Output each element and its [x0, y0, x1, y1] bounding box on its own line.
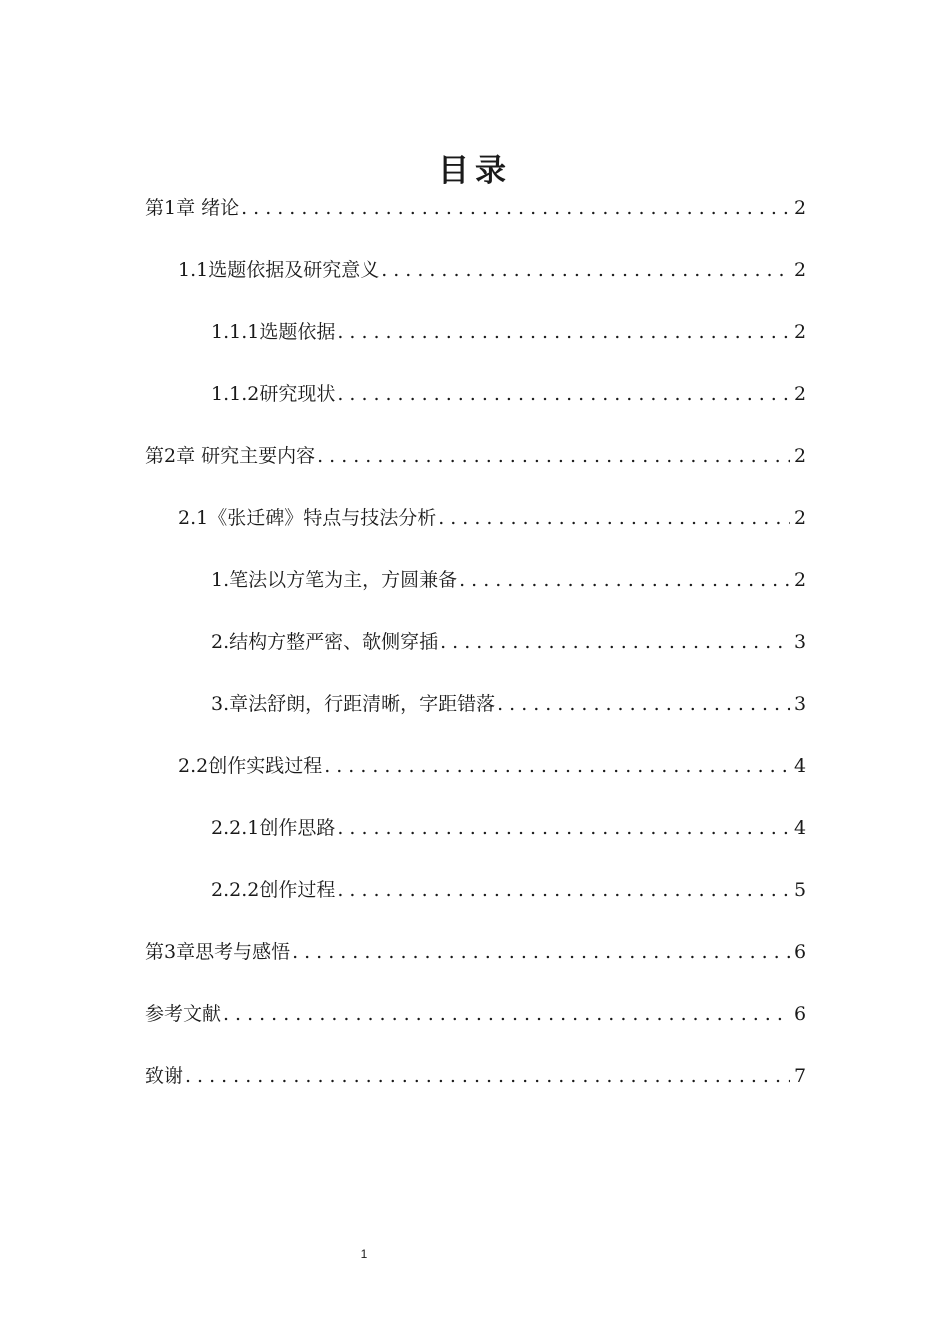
- toc-entry-page: 4: [794, 755, 807, 777]
- page-title: 目录: [438, 152, 512, 189]
- toc-dot-leader: [185, 1056, 790, 1096]
- toc-entry-page: 3: [794, 693, 807, 715]
- toc-dot-leader: [241, 188, 790, 228]
- toc-entry-section-2-2-1[interactable]: [211, 808, 806, 848]
- toc-entry-page: 2: [794, 259, 807, 281]
- toc-entry-section-1-1-2[interactable]: [211, 374, 806, 414]
- toc-entry-page: 2: [794, 197, 807, 219]
- toc-dot-leader: [324, 746, 790, 786]
- toc-entry-section-2-2[interactable]: [178, 746, 806, 786]
- toc-entry-page: 6: [794, 1003, 807, 1025]
- toc-dot-leader: [317, 436, 790, 476]
- toc-entry-chapter-2[interactable]: [145, 436, 806, 476]
- toc-entry-label: 1.1.2研究现状: [211, 383, 336, 405]
- toc-dot-leader: [497, 684, 790, 724]
- toc-entry-label: 致谢: [145, 1065, 184, 1087]
- toc-entry-section-2-2-2[interactable]: [211, 870, 806, 910]
- toc-entry-page: 6: [794, 941, 807, 963]
- toc-entry-label: 第3章思考与感悟: [145, 941, 291, 963]
- toc-entry-page: 2: [794, 383, 807, 405]
- toc-entry-label: 1.笔法以方笔为主，方圆兼备: [211, 569, 458, 591]
- toc-entry-label: 第1章 绪论: [145, 197, 240, 219]
- toc-entry-acknowledgements[interactable]: [145, 1056, 806, 1096]
- toc-entry-section-2-1[interactable]: [178, 498, 806, 538]
- toc-entry-page: 2: [794, 445, 807, 467]
- toc-entry-page: 3: [794, 631, 807, 653]
- toc-entry-label: 参考文献: [145, 1003, 222, 1025]
- toc-dot-leader: [337, 808, 790, 848]
- toc-entry-page: 2: [794, 569, 807, 591]
- toc-entry-label: 2.结构方整严密、欹侧穿插: [211, 631, 439, 653]
- toc-entry-chapter-1[interactable]: [145, 188, 806, 228]
- toc-entry-chapter-3[interactable]: [145, 932, 806, 972]
- toc-entry-item-composition[interactable]: [211, 684, 806, 724]
- toc-entry-label: 1.1.1选题依据: [211, 321, 336, 343]
- toc-dot-leader: [337, 374, 790, 414]
- toc-entry-references[interactable]: [145, 994, 806, 1034]
- toc-entry-label: 2.2创作实践过程: [178, 755, 323, 777]
- toc-dot-leader: [337, 870, 790, 910]
- toc-dot-leader: [381, 250, 790, 290]
- toc-entry-label: 第2章 研究主要内容: [145, 445, 316, 467]
- toc-dot-leader: [440, 622, 790, 662]
- footer-page-number: 1: [360, 1247, 368, 1261]
- toc-dot-leader: [337, 312, 790, 352]
- toc-entry-item-brushwork[interactable]: [211, 560, 806, 600]
- toc-entry-label: 1.1选题依据及研究意义: [178, 259, 380, 281]
- toc-entry-section-1-1[interactable]: [178, 250, 806, 290]
- toc-entry-section-1-1-1[interactable]: [211, 312, 806, 352]
- toc-dot-leader: [223, 994, 790, 1034]
- toc-entry-item-structure[interactable]: [211, 622, 806, 662]
- toc-dot-leader: [459, 560, 790, 600]
- toc-entry-label: 2.1《张迁碑》特点与技法分析: [178, 507, 437, 529]
- toc-entry-page: 4: [794, 817, 807, 839]
- toc-dot-leader: [438, 498, 790, 538]
- toc-entry-page: 2: [794, 507, 807, 529]
- toc-entry-label: 2.2.1创作思路: [211, 817, 336, 839]
- toc-dot-leader: [292, 932, 790, 972]
- toc-entry-label: 3.章法舒朗，行距清晰，字距错落: [211, 693, 496, 715]
- toc-entry-label: 2.2.2创作过程: [211, 879, 336, 901]
- toc-entry-page: 2: [794, 321, 807, 343]
- toc-entry-page: 5: [794, 879, 807, 901]
- toc-entry-page: 7: [794, 1065, 807, 1087]
